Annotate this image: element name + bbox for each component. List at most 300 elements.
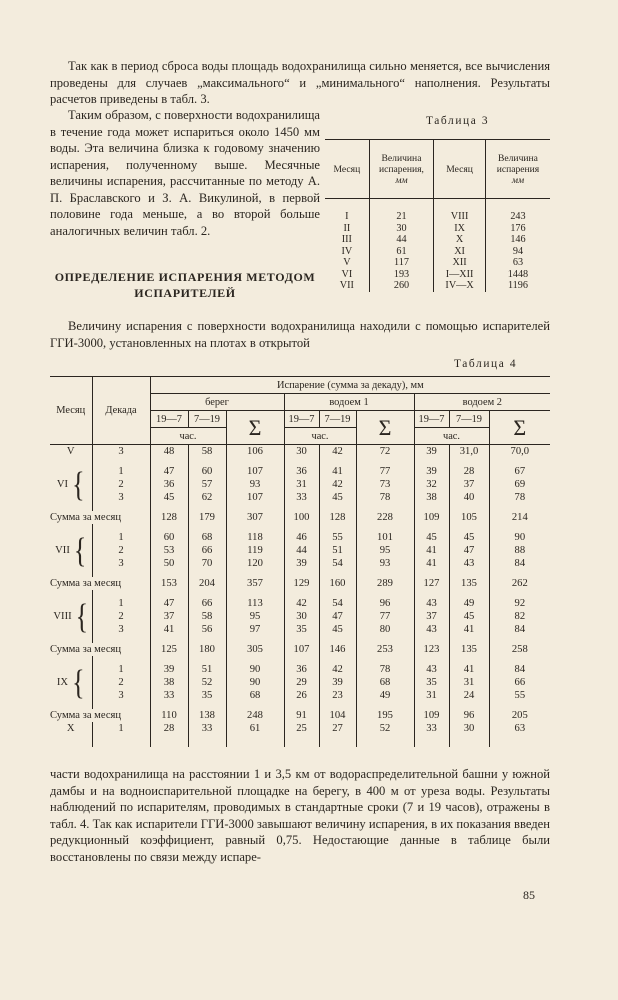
t4-value-cell: 36 bbox=[150, 478, 188, 491]
t4-header-t2: 7—19 bbox=[188, 411, 226, 428]
t4-value-cell: 46 bbox=[284, 531, 319, 544]
t4-value-cell: 73 bbox=[356, 478, 414, 491]
t4-value-cell: 195 bbox=[356, 709, 414, 722]
t4-decade-cell: 2 bbox=[92, 478, 150, 491]
t4-spacer-cell bbox=[319, 504, 356, 511]
t4-value-cell: 31 bbox=[284, 478, 319, 491]
table-3 bbox=[325, 139, 550, 292]
t4-value-cell: 107 bbox=[284, 643, 319, 656]
t4-value-cell: 289 bbox=[356, 577, 414, 590]
paragraph-2: Таким образом, с поверхности водохранилища в течение года может испариться около 1450 мм воды. Эта величина близка к годовому значению испарения, полученному выше. Месячные величины испарения, рассчитанные по методу А. П. Браславского и З. А. Викулиной, в первой половине года меньше, а во второй больше аналогичных величин табл. 2. bbox=[50, 108, 320, 238]
t4-spacer-cell bbox=[188, 590, 226, 597]
t4-value-cell: 45 bbox=[319, 491, 356, 504]
t4-spacer-cell bbox=[226, 524, 284, 531]
t4-header-hours: час. bbox=[414, 428, 489, 445]
t4-value-cell: 39 bbox=[150, 663, 188, 676]
t4-value-cell: 128 bbox=[150, 511, 188, 524]
t4-spacer-cell bbox=[319, 656, 356, 663]
t4-header-hours: час. bbox=[284, 428, 356, 445]
t4-spacer-cell bbox=[226, 570, 284, 577]
t3-cell: 117 bbox=[369, 257, 434, 269]
t4-month-cell bbox=[50, 663, 92, 703]
t4-header-sigma: Σ bbox=[489, 411, 550, 445]
t4-spacer-cell bbox=[50, 570, 92, 577]
t4-header-decade: Декада bbox=[92, 377, 150, 445]
t4-spacer-row bbox=[50, 636, 550, 643]
t4-spacer-cell bbox=[92, 656, 150, 663]
t3-cell: I bbox=[345, 211, 349, 223]
t4-spacer-cell bbox=[414, 702, 449, 709]
t4-value-cell: 31,0 bbox=[449, 445, 489, 459]
t4-value-cell: 93 bbox=[356, 557, 414, 570]
t4-brace: { bbox=[75, 597, 89, 637]
t4-spacer-cell bbox=[319, 636, 356, 643]
t4-value-cell: 214 bbox=[489, 511, 550, 524]
t4-value-cell: 110 bbox=[150, 709, 188, 722]
t4-spacer-cell bbox=[449, 570, 489, 577]
t3-header-month: Месяц bbox=[325, 140, 369, 199]
t4-spacer-cell bbox=[414, 735, 449, 747]
t4-value-cell: 118 bbox=[226, 531, 284, 544]
t4-spacer-cell bbox=[356, 656, 414, 663]
t4-sum-label: Сумма за месяц bbox=[50, 578, 122, 590]
t4-value-cell: 84 bbox=[489, 623, 550, 636]
t3-cell: 1448 bbox=[485, 269, 550, 281]
t4-value-cell: 30 bbox=[284, 610, 319, 623]
t4-value-cell: 180 bbox=[188, 643, 226, 656]
t4-decade-cell: 3 bbox=[92, 491, 150, 504]
t4-spacer-cell bbox=[92, 636, 150, 643]
t4-spacer-cell bbox=[449, 590, 489, 597]
t4-value-cell: 153 bbox=[150, 577, 188, 590]
t4-row bbox=[50, 544, 550, 557]
t4-value-cell: 78 bbox=[356, 663, 414, 676]
t4-value-cell: 38 bbox=[414, 491, 449, 504]
t4-value-cell: 42 bbox=[319, 445, 356, 459]
t4-value-cell: 35 bbox=[188, 689, 226, 702]
t4-spacer-cell bbox=[188, 656, 226, 663]
t4-value-cell: 66 bbox=[188, 597, 226, 610]
t4-value-cell: 38 bbox=[150, 676, 188, 689]
t3-cell: 243 bbox=[485, 199, 550, 223]
t4-spacer-cell bbox=[414, 524, 449, 531]
t4-value-cell: 104 bbox=[319, 709, 356, 722]
t4-value-cell: 45 bbox=[150, 491, 188, 504]
t3-cell: 44 bbox=[369, 234, 434, 246]
t4-value-cell: 84 bbox=[489, 663, 550, 676]
t4-row bbox=[50, 445, 550, 459]
t3-cell: X bbox=[434, 234, 486, 246]
t4-value-cell: 90 bbox=[489, 531, 550, 544]
t4-header-evaporation: Испарение (сумма за декаду), мм bbox=[150, 377, 550, 394]
t4-value-cell: 77 bbox=[356, 610, 414, 623]
t4-value-cell: 28 bbox=[449, 465, 489, 478]
t4-spacer-cell bbox=[449, 524, 489, 531]
t4-value-cell: 41 bbox=[449, 623, 489, 636]
t4-spacer-cell bbox=[188, 524, 226, 531]
t4-spacer-cell bbox=[449, 636, 489, 643]
t4-spacer-cell bbox=[188, 504, 226, 511]
t4-value-cell: 307 bbox=[226, 511, 284, 524]
t4-decade-cell: 1 bbox=[92, 531, 150, 544]
t4-spacer-cell bbox=[50, 702, 92, 709]
t4-spacer-cell bbox=[150, 656, 188, 663]
t4-decade-cell: 3 bbox=[92, 557, 150, 570]
t4-value-cell: 43 bbox=[449, 557, 489, 570]
t4-value-cell: 47 bbox=[150, 597, 188, 610]
t4-value-cell: 52 bbox=[356, 722, 414, 735]
t4-value-cell: 107 bbox=[226, 465, 284, 478]
t4-value-cell: 107 bbox=[226, 491, 284, 504]
t3-header-evap: Величина испарения, мм bbox=[369, 140, 434, 199]
t4-value-cell: 33 bbox=[414, 722, 449, 735]
t4-spacer-row bbox=[50, 570, 550, 577]
t4-value-cell: 57 bbox=[188, 478, 226, 491]
t4-value-cell: 55 bbox=[319, 531, 356, 544]
t3-cell: 146 bbox=[485, 234, 550, 246]
t4-decade-cell: 2 bbox=[92, 676, 150, 689]
t4-value-cell: 31 bbox=[449, 676, 489, 689]
t4-spacer-cell bbox=[92, 524, 150, 531]
t4-spacer-cell bbox=[356, 570, 414, 577]
t4-spacer-row bbox=[50, 656, 550, 663]
t3-cell: 30 bbox=[369, 223, 434, 235]
t4-value-cell: 68 bbox=[188, 531, 226, 544]
t4-spacer-cell bbox=[356, 636, 414, 643]
t4-value-cell: 61 bbox=[226, 722, 284, 735]
t4-spacer-cell bbox=[150, 735, 188, 747]
t4-value-cell: 45 bbox=[449, 531, 489, 544]
t4-value-cell: 82 bbox=[489, 610, 550, 623]
t3-cell: III bbox=[341, 234, 352, 246]
t4-sum-row bbox=[50, 577, 550, 590]
t4-row bbox=[50, 557, 550, 570]
t4-spacer-cell bbox=[92, 504, 150, 511]
t4-value-cell: 135 bbox=[449, 577, 489, 590]
t4-spacer-cell bbox=[92, 735, 150, 747]
t4-decade-cell: 2 bbox=[92, 544, 150, 557]
t4-value-cell: 50 bbox=[150, 557, 188, 570]
t4-value-cell: 49 bbox=[449, 597, 489, 610]
t4-bottom-row bbox=[50, 735, 550, 747]
t4-value-cell: 119 bbox=[226, 544, 284, 557]
t4-header-t1: 19—7 bbox=[284, 411, 319, 428]
t4-brace: { bbox=[73, 531, 87, 571]
t4-spacer-cell bbox=[284, 504, 319, 511]
t4-spacer-cell bbox=[226, 735, 284, 747]
t4-value-cell: 39 bbox=[284, 557, 319, 570]
t4-header-t1: 19—7 bbox=[414, 411, 449, 428]
t4-spacer-cell bbox=[284, 702, 319, 709]
t4-spacer-cell bbox=[449, 504, 489, 511]
t3-cell: 63 bbox=[485, 257, 550, 269]
t4-row bbox=[50, 689, 550, 702]
t4-header-t1: 19—7 bbox=[150, 411, 188, 428]
t4-value-cell: 78 bbox=[489, 491, 550, 504]
t4-decade-cell: 1 bbox=[92, 722, 150, 735]
t4-value-cell: 27 bbox=[319, 722, 356, 735]
t4-sum-label: Сумма за месяц bbox=[50, 644, 122, 656]
t4-spacer-cell bbox=[489, 702, 550, 709]
t4-value-cell: 25 bbox=[284, 722, 319, 735]
t3-cell: 94 bbox=[485, 246, 550, 258]
t4-value-cell: 135 bbox=[449, 643, 489, 656]
t4-value-cell: 36 bbox=[284, 663, 319, 676]
t4-value-cell: 63 bbox=[489, 722, 550, 735]
t4-spacer-cell bbox=[356, 590, 414, 597]
t3-cell: V bbox=[343, 257, 351, 269]
t4-header-sigma: Σ bbox=[356, 411, 414, 445]
t4-value-cell: 55 bbox=[489, 689, 550, 702]
t4-spacer-cell bbox=[50, 636, 92, 643]
t4-sum-row bbox=[50, 643, 550, 656]
t4-value-cell: 78 bbox=[356, 491, 414, 504]
t4-spacer-cell bbox=[319, 524, 356, 531]
t4-value-cell: 67 bbox=[489, 465, 550, 478]
t3-cell: XI bbox=[434, 246, 486, 258]
t4-value-cell: 204 bbox=[188, 577, 226, 590]
t4-header-t2: 7—19 bbox=[319, 411, 356, 428]
t4-value-cell: 23 bbox=[319, 689, 356, 702]
paragraph-4: части водохранилища на расстоянии 1 и 3,5 км от водораспределительной башни у южной дамбы и на водноиспарительной площадке на берегу, в 400 м от уреза воды. Результаты наблюдений по испарителям, проводимых в стандартные сроки (7 и 19 часов), отражены в табл. 4. Так как испарители ГГИ-3000 завышают величину испарения, в их показания введен редукционный коэффициент, равный 0,75. Недостающие данные в таблице были восстановлены по связи между испаре- bbox=[50, 767, 550, 864]
t4-value-cell: 43 bbox=[414, 623, 449, 636]
t4-month-cell bbox=[50, 464, 92, 505]
t3-cell: IV—X bbox=[434, 280, 486, 292]
t4-row bbox=[50, 597, 550, 610]
t4-spacer-cell bbox=[449, 735, 489, 747]
t3-cell: VIII bbox=[434, 199, 486, 223]
t4-value-cell: 45 bbox=[449, 610, 489, 623]
t4-value-cell: 129 bbox=[284, 577, 319, 590]
t4-value-cell: 72 bbox=[356, 445, 414, 459]
t4-month-label: IX bbox=[56, 677, 69, 689]
t4-value-cell: 33 bbox=[284, 491, 319, 504]
t4-value-cell: 70 bbox=[188, 557, 226, 570]
t4-spacer-row bbox=[50, 702, 550, 709]
t4-value-cell: 58 bbox=[188, 445, 226, 459]
t4-value-cell: 39 bbox=[414, 465, 449, 478]
t4-value-cell: 32 bbox=[414, 478, 449, 491]
t4-spacer-cell bbox=[489, 656, 550, 663]
t4-spacer-row bbox=[50, 590, 550, 597]
t4-value-cell: 39 bbox=[319, 676, 356, 689]
t4-spacer-cell bbox=[319, 458, 356, 465]
t4-header-month: Месяц bbox=[50, 377, 92, 445]
t4-spacer-cell bbox=[356, 702, 414, 709]
t4-decade-cell: 3 bbox=[92, 689, 150, 702]
t4-spacer-cell bbox=[188, 458, 226, 465]
t4-month-label: VI bbox=[56, 479, 69, 490]
t4-value-cell: 77 bbox=[356, 465, 414, 478]
t4-spacer-cell bbox=[489, 524, 550, 531]
t4-value-cell: 228 bbox=[356, 511, 414, 524]
t3-cell: II bbox=[343, 222, 351, 234]
t4-value-cell: 106 bbox=[226, 445, 284, 459]
t4-spacer-cell bbox=[284, 636, 319, 643]
t4-value-cell: 31 bbox=[414, 689, 449, 702]
t4-value-cell: 109 bbox=[414, 709, 449, 722]
t4-spacer-cell bbox=[92, 570, 150, 577]
t4-value-cell: 43 bbox=[414, 597, 449, 610]
t4-spacer-cell bbox=[449, 458, 489, 465]
t4-month-cell bbox=[50, 445, 92, 459]
t4-brace: { bbox=[72, 464, 85, 505]
t4-value-cell: 40 bbox=[449, 491, 489, 504]
t4-spacer-row bbox=[50, 524, 550, 531]
t4-value-cell: 84 bbox=[489, 557, 550, 570]
t4-month-cell bbox=[50, 722, 92, 735]
t4-spacer-cell bbox=[356, 504, 414, 511]
t4-value-cell: 66 bbox=[188, 544, 226, 557]
t4-row bbox=[50, 623, 550, 636]
t4-value-cell: 45 bbox=[414, 531, 449, 544]
t4-value-cell: 92 bbox=[489, 597, 550, 610]
t4-spacer-cell bbox=[92, 590, 150, 597]
t4-spacer-cell bbox=[449, 656, 489, 663]
t4-spacer-cell bbox=[226, 702, 284, 709]
t4-sum-label: Сумма за месяц bbox=[50, 710, 122, 722]
t4-value-cell: 62 bbox=[188, 491, 226, 504]
t3-row bbox=[325, 246, 550, 258]
t4-spacer-cell bbox=[414, 504, 449, 511]
t4-value-cell: 68 bbox=[356, 676, 414, 689]
t4-value-cell: 41 bbox=[414, 557, 449, 570]
t4-value-cell: 68 bbox=[226, 689, 284, 702]
t4-value-cell: 48 bbox=[150, 445, 188, 459]
t3-cell: VII bbox=[339, 280, 354, 292]
t3-row bbox=[325, 269, 550, 281]
t4-value-cell: 42 bbox=[319, 663, 356, 676]
t4-spacer-row bbox=[50, 458, 550, 465]
t4-month-label: V bbox=[66, 446, 75, 457]
t4-sum-row bbox=[50, 511, 550, 524]
t4-decade-cell: 1 bbox=[92, 597, 150, 610]
t4-value-cell: 97 bbox=[226, 623, 284, 636]
t4-value-cell: 160 bbox=[319, 577, 356, 590]
t4-value-cell: 51 bbox=[319, 544, 356, 557]
table-3-caption: Таблица 3 bbox=[426, 115, 490, 127]
t4-spacer-cell bbox=[150, 702, 188, 709]
t4-value-cell: 43 bbox=[414, 663, 449, 676]
t3-cell: 260 bbox=[369, 280, 434, 292]
t4-value-cell: 305 bbox=[226, 643, 284, 656]
t4-value-cell: 51 bbox=[188, 663, 226, 676]
t4-spacer-cell bbox=[50, 504, 92, 511]
t3-row bbox=[325, 257, 550, 269]
t4-value-cell: 120 bbox=[226, 557, 284, 570]
t4-spacer-cell bbox=[150, 524, 188, 531]
t4-spacer-row bbox=[50, 504, 550, 511]
t4-spacer-cell bbox=[284, 458, 319, 465]
t4-spacer-cell bbox=[226, 590, 284, 597]
t4-value-cell: 60 bbox=[150, 531, 188, 544]
t3-cell: 193 bbox=[369, 269, 434, 281]
t4-value-cell: 56 bbox=[188, 623, 226, 636]
t4-spacer-cell bbox=[226, 504, 284, 511]
t4-row bbox=[50, 722, 550, 735]
t4-header-t2: 7—19 bbox=[449, 411, 489, 428]
t4-value-cell: 47 bbox=[319, 610, 356, 623]
t4-value-cell: 37 bbox=[150, 610, 188, 623]
page-number: 85 bbox=[523, 888, 535, 902]
t4-value-cell: 36 bbox=[284, 465, 319, 478]
t4-spacer-cell bbox=[188, 636, 226, 643]
t4-value-cell: 96 bbox=[356, 597, 414, 610]
t4-value-cell: 42 bbox=[284, 597, 319, 610]
t4-row bbox=[50, 610, 550, 623]
t4-spacer-cell bbox=[150, 458, 188, 465]
t4-value-cell: 33 bbox=[188, 722, 226, 735]
t4-value-cell: 47 bbox=[150, 465, 188, 478]
t4-value-cell: 26 bbox=[284, 689, 319, 702]
t4-value-cell: 100 bbox=[284, 511, 319, 524]
t4-header-hours: час. bbox=[150, 428, 226, 445]
t3-cell: IV bbox=[341, 245, 353, 257]
t4-value-cell: 47 bbox=[449, 544, 489, 557]
paragraph-1: Так как в период сброса воды площадь водохранилища сильно меняется, все вычисления проведены для случаев „максимального“ и „минимального“ наполнения. Результаты расчетов приведены в табл. 3. bbox=[50, 59, 550, 106]
t4-value-cell: 258 bbox=[489, 643, 550, 656]
t3-cell: VI bbox=[341, 268, 353, 280]
t4-spacer-cell bbox=[319, 702, 356, 709]
t4-value-cell: 69 bbox=[489, 478, 550, 491]
t4-value-cell: 41 bbox=[449, 663, 489, 676]
t4-spacer-cell bbox=[319, 735, 356, 747]
t4-value-cell: 95 bbox=[356, 544, 414, 557]
t4-value-cell: 127 bbox=[414, 577, 449, 590]
t4-value-cell: 146 bbox=[319, 643, 356, 656]
t3-row bbox=[325, 199, 550, 223]
t4-value-cell: 45 bbox=[319, 623, 356, 636]
t4-value-cell: 54 bbox=[319, 597, 356, 610]
t4-row bbox=[50, 676, 550, 689]
t4-value-cell: 49 bbox=[356, 689, 414, 702]
t4-month-label: VII bbox=[55, 545, 70, 557]
t4-value-cell: 28 bbox=[150, 722, 188, 735]
t4-spacer-cell bbox=[284, 570, 319, 577]
t4-spacer-cell bbox=[356, 735, 414, 747]
t4-value-cell: 101 bbox=[356, 531, 414, 544]
t4-spacer-cell bbox=[489, 504, 550, 511]
t4-spacer-cell bbox=[150, 504, 188, 511]
t4-spacer-cell bbox=[226, 656, 284, 663]
t4-decade-cell: 1 bbox=[92, 465, 150, 478]
t4-value-cell: 248 bbox=[226, 709, 284, 722]
t4-value-cell: 91 bbox=[284, 709, 319, 722]
t4-value-cell: 66 bbox=[489, 676, 550, 689]
t4-value-cell: 80 bbox=[356, 623, 414, 636]
t3-cell: XII bbox=[434, 257, 486, 269]
t4-spacer-cell bbox=[284, 590, 319, 597]
t4-spacer-cell bbox=[284, 656, 319, 663]
t3-cell: 21 bbox=[369, 199, 434, 223]
t4-value-cell: 88 bbox=[489, 544, 550, 557]
t4-value-cell: 35 bbox=[414, 676, 449, 689]
t4-value-cell: 128 bbox=[319, 511, 356, 524]
t4-sum-row bbox=[50, 709, 550, 722]
t4-month-cell bbox=[50, 531, 92, 571]
t4-spacer-cell bbox=[50, 735, 92, 747]
t4-spacer-cell bbox=[284, 735, 319, 747]
t4-value-cell: 179 bbox=[188, 511, 226, 524]
t3-row bbox=[325, 223, 550, 235]
t4-value-cell: 125 bbox=[150, 643, 188, 656]
t4-value-cell: 113 bbox=[226, 597, 284, 610]
t4-value-cell: 52 bbox=[188, 676, 226, 689]
t4-spacer-cell bbox=[319, 570, 356, 577]
t4-value-cell: 205 bbox=[489, 709, 550, 722]
t4-value-cell: 39 bbox=[414, 445, 449, 459]
t4-spacer-cell bbox=[188, 702, 226, 709]
